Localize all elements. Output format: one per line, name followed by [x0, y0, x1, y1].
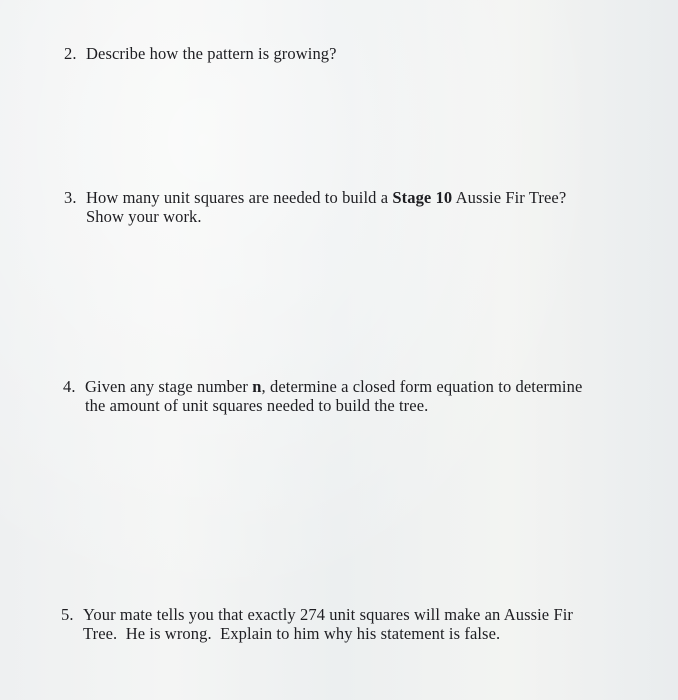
question-text-segment: How many unit squares are needed to build a: [86, 188, 393, 207]
question-line-2: the amount of unit squares needed to build the tree.: [85, 396, 429, 415]
question-text-segment: Aussie Fir Tree?: [452, 188, 567, 207]
question-line-1: [85, 377, 582, 396]
question-line-1: Your mate tells you that exactly 274 unit squares will make an Aussie Fir: [83, 605, 574, 624]
question-number: 4.: [63, 377, 76, 396]
question-text: [85, 377, 582, 415]
question-text: [86, 188, 566, 226]
question-text: [86, 44, 337, 63]
question-text-segment: , determine a closed form equation to determine: [261, 377, 583, 396]
question-line-1: Describe how the pattern is growing?: [86, 44, 337, 63]
question-number: 5.: [61, 605, 74, 624]
bold-variable-n: n: [252, 377, 262, 396]
bold-stage-label: Stage 10: [392, 188, 453, 207]
question-line-1: [86, 188, 566, 207]
question-line-2: Show your work.: [86, 207, 202, 226]
question-number: 3.: [64, 188, 77, 207]
question-text-segment: Given any stage number: [85, 377, 253, 396]
question-text: [83, 605, 573, 643]
question-number: 2.: [64, 44, 77, 63]
question-line-2: Tree. He is wrong. Explain to him why his statement is false.: [83, 624, 501, 643]
